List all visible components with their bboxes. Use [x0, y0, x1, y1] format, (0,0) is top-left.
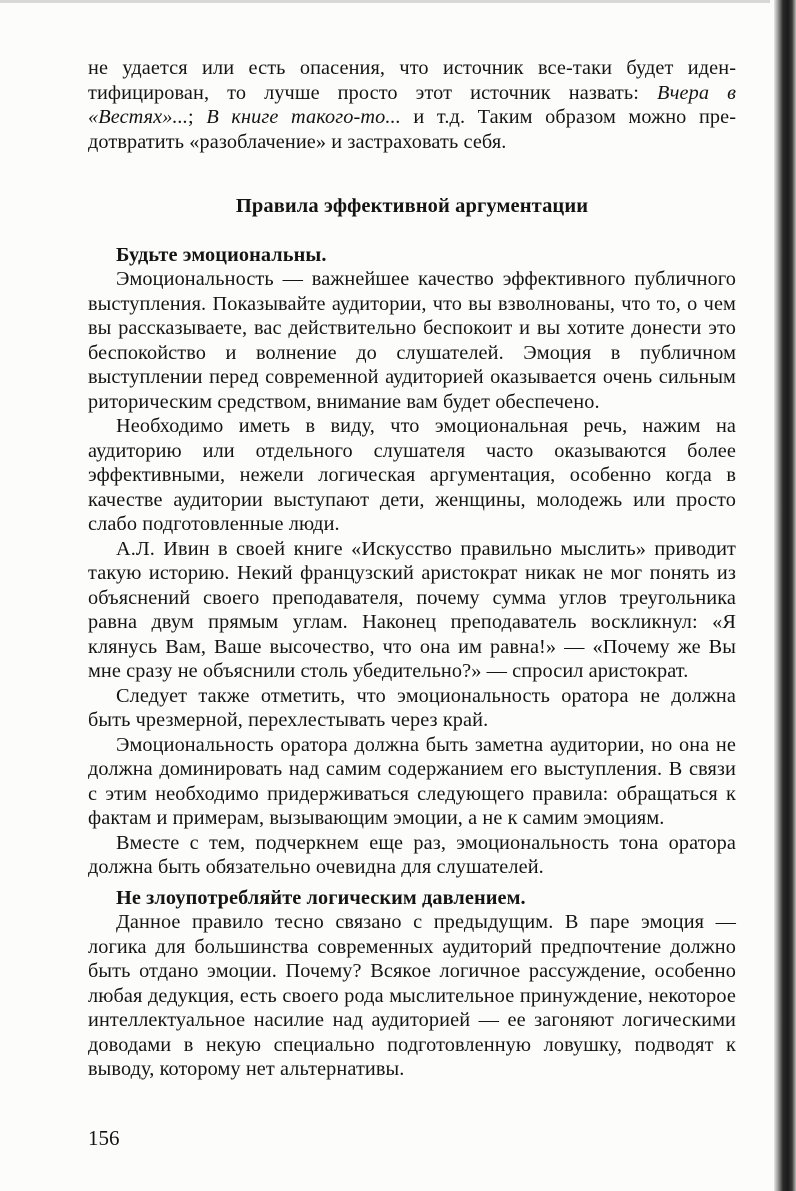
rule-1-paragraph: Эмоциональность — важнейшее качество эффективного публичного выступления. Показывайте аудитории, что вы взволнованы, что то, о чем вы рассказываете, вас действительно беспокоит и вы хотите донести это беспокойство и волнение до слушателей. Эмоция в публичном выступлении перед современной аудиторией оказывается очень сильным риторическим средством, внимание вам будет обеспечено. — [88, 268, 736, 413]
intro-text-3: и т.д. Таким образом можно предотвратить «разоблачение» и застраховать себя. — [88, 106, 737, 153]
intro-italic-1: Вчера в «Вестях»... — [88, 81, 736, 128]
rule-1-paragraph: Необходимо иметь в виду, что эмоциональная речь, нажим на аудиторию или отдельного слушателя часто оказываются более эффективными, нежели логическая аргументация, особенно когда в качестве аудитории выступают дети, женщины, молодежь или просто слабо подготовленные люди. — [88, 415, 736, 535]
top-edge-shadow — [0, 0, 770, 3]
rule-1-paragraph: Эмоциональность оратора должна быть заметна аудитории, но она не должна доминировать над самим содержанием его выступления. В связи с этим необходимо придерживаться следующего правила: обращаться к фактам и примерам, вызывающим эмоции, а не к самим эмоциям. — [88, 733, 736, 829]
intro-italic-2: В книге такого-то... — [206, 106, 401, 128]
page-number: 156 — [88, 1126, 120, 1150]
rule-1-title: Будьте эмоциональны. — [116, 243, 327, 266]
rule-2-paragraph: Данное правило тесно связано с предыдущим. В паре эмоция — логика для большинства современных аудиторий предпочтение должно быть отдано эмоции. Почему? Всякое логичное рассуждение, особенно любая дедукция, есть своего рода мыслительное принуждениe, некоторое интеллектуальное насилие над аудиторией — ее загоняют логическими доводами в некую специально подготовленную ловушку, подводят к выводу, которому нет альтернативы. — [88, 911, 736, 1080]
rule-2-title: Не злоупотребляйте логическим давлением. — [116, 886, 526, 909]
intro-text-2: ; — [188, 106, 207, 128]
rule-1-paragraph: Вместе с тем, подчеркнем еще раз, эмоциональность тона оратора должна быть обязательно очевидна для слушателей. — [88, 831, 736, 878]
rule-1-paragraph: А.Л. Ивин в своей книге «Искусство правильно мыслить» приводит такую историю. Некий французский аристократ никак не мог понять из объяснений своего преподавателя, почему сумма углов треугольника равна двум прямым углам. Наконец преподаватель воскликнул: «Я клянусь Вам, Ваше высочество, что она им равна!» — «Почему же Вы мне сразу не объяснили столь убедительно?» — спросил аристократ. — [88, 537, 736, 682]
section-heading: Правила эффективной аргументации — [235, 195, 589, 217]
intro-text-1: не удается или есть опасения, что источник все-таки будет идентифицирован, то лучше просто этот источник назвать: — [88, 57, 736, 104]
rule-1-paragraph: Следует также отметить, что эмоциональность оратора не должна быть чрезмерной, перехлестывать через край. — [88, 684, 736, 731]
page-body — [88, 56, 736, 1082]
book-spine-edge — [774, 0, 796, 1191]
intro-paragraph — [88, 56, 736, 154]
